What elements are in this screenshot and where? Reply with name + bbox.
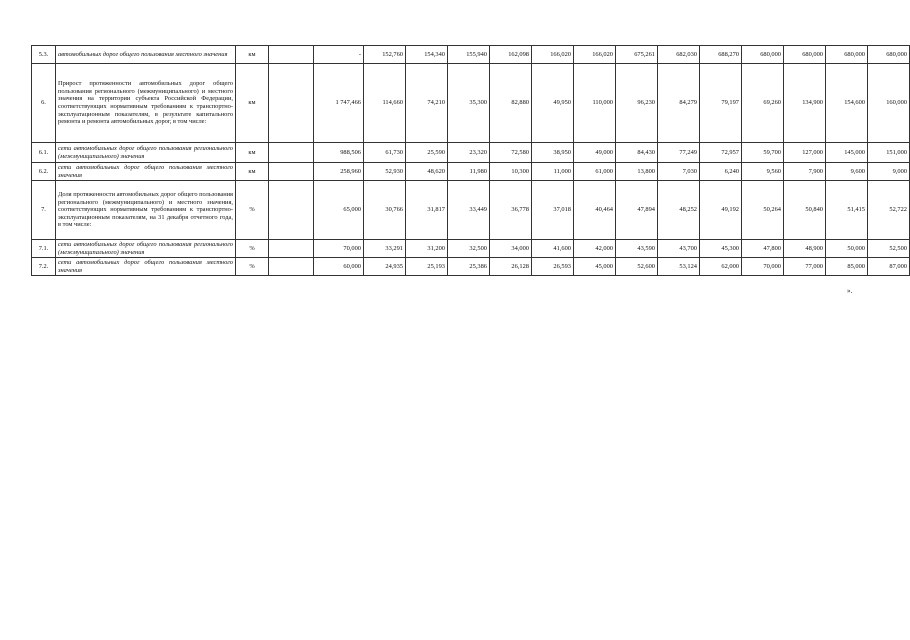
value-cell: 53,124 — [658, 258, 700, 276]
value-cell: 11,980 — [448, 163, 490, 181]
value-cell: 32,500 — [448, 240, 490, 258]
value-cell: 62,000 — [700, 258, 742, 276]
indicator-name: Доля протяженности автомобильных дорог общего пользования регионального (межмуниципального) и местного значения, соответствующих нормативным требованиям к транспортно-эксплуатационным показателям, на 31 декабря отчетного года, в том числе: — [56, 181, 236, 240]
base-value: 60,000 — [314, 258, 364, 276]
value-cell: 87,000 — [868, 258, 910, 276]
value-cell: 166,020 — [532, 46, 574, 64]
row-number: 6. — [32, 64, 56, 143]
value-cell: 6,240 — [700, 163, 742, 181]
indicator-name: сети автомобильных дорог общего пользования регионального (межмуниципального) значения — [56, 143, 236, 163]
value-cell: 45,000 — [574, 258, 616, 276]
value-cell: 48,620 — [406, 163, 448, 181]
value-cell: 52,930 — [364, 163, 406, 181]
empty-cell — [269, 258, 314, 276]
value-cell: 72,957 — [700, 143, 742, 163]
value-cell: 49,950 — [532, 64, 574, 143]
indicator-name: Прирост протяженности автомобильных дорог общего пользования регионального (межмуниципального) и местного значения на территории субъекта Российской Федерации, соответствующих нормативным требованиям к транспортно-эксплуатационным показателям, в результате капитального ремонта и ремонта автомобильных дорог, в том числе: — [56, 64, 236, 143]
value-cell: 688,270 — [700, 46, 742, 64]
table-row — [32, 163, 910, 181]
table-row — [32, 143, 910, 163]
value-cell: 7,030 — [658, 163, 700, 181]
table-row — [32, 258, 910, 276]
unit-cell: км — [236, 143, 269, 163]
table-row — [32, 181, 910, 240]
value-cell: 35,300 — [448, 64, 490, 143]
value-cell: 84,430 — [616, 143, 658, 163]
value-cell: 52,600 — [616, 258, 658, 276]
value-cell: 52,500 — [868, 240, 910, 258]
base-value: 258,960 — [314, 163, 364, 181]
value-cell: 10,300 — [490, 163, 532, 181]
value-cell: 166,020 — [574, 46, 616, 64]
value-cell: 38,950 — [532, 143, 574, 163]
value-cell: 680,000 — [826, 46, 868, 64]
value-cell: 47,800 — [742, 240, 784, 258]
value-cell: 50,264 — [742, 181, 784, 240]
value-cell: 49,000 — [574, 143, 616, 163]
value-cell: 9,560 — [742, 163, 784, 181]
row-number: 7.2. — [32, 258, 56, 276]
value-cell: 42,000 — [574, 240, 616, 258]
value-cell: 162,098 — [490, 46, 532, 64]
value-cell: 680,000 — [868, 46, 910, 64]
base-value: 1 747,466 — [314, 64, 364, 143]
value-cell: 11,000 — [532, 163, 574, 181]
value-cell: 45,300 — [700, 240, 742, 258]
value-cell: 30,766 — [364, 181, 406, 240]
value-cell: 77,249 — [658, 143, 700, 163]
empty-cell — [269, 181, 314, 240]
value-cell: 34,000 — [490, 240, 532, 258]
row-number: 7.1. — [32, 240, 56, 258]
value-cell: 31,817 — [406, 181, 448, 240]
value-cell: 50,000 — [826, 240, 868, 258]
row-number: 6.1. — [32, 143, 56, 163]
value-cell: 7,900 — [784, 163, 826, 181]
indicators-table — [31, 45, 910, 276]
value-cell: 43,700 — [658, 240, 700, 258]
value-cell: 69,260 — [742, 64, 784, 143]
value-cell: 79,197 — [700, 64, 742, 143]
value-cell: 40,464 — [574, 181, 616, 240]
value-cell: 70,000 — [742, 258, 784, 276]
value-cell: 9,600 — [826, 163, 868, 181]
table-row — [32, 64, 910, 143]
value-cell: 24,935 — [364, 258, 406, 276]
indicator-name: автомобильных дорог общего пользования местного значения — [56, 46, 236, 64]
value-cell: 49,192 — [700, 181, 742, 240]
value-cell: 26,593 — [532, 258, 574, 276]
empty-cell — [269, 240, 314, 258]
value-cell: 9,000 — [868, 163, 910, 181]
closing-quote-mark: ». — [847, 287, 853, 295]
indicator-name: сети автомобильных дорог общего пользования местного значения — [56, 258, 236, 276]
base-value: 70,000 — [314, 240, 364, 258]
value-cell: 59,700 — [742, 143, 784, 163]
value-cell: 152,760 — [364, 46, 406, 64]
unit-cell: км — [236, 46, 269, 64]
value-cell: 151,000 — [868, 143, 910, 163]
value-cell: 134,900 — [784, 64, 826, 143]
value-cell: 23,320 — [448, 143, 490, 163]
value-cell: 82,880 — [490, 64, 532, 143]
table-row — [32, 240, 910, 258]
value-cell: 145,000 — [826, 143, 868, 163]
table-row — [32, 46, 910, 64]
value-cell: 61,730 — [364, 143, 406, 163]
value-cell: 25,386 — [448, 258, 490, 276]
value-cell: 96,230 — [616, 64, 658, 143]
value-cell: 48,252 — [658, 181, 700, 240]
empty-cell — [269, 64, 314, 143]
value-cell: 61,000 — [574, 163, 616, 181]
row-number: 7. — [32, 181, 56, 240]
value-cell: 114,660 — [364, 64, 406, 143]
unit-cell: км — [236, 64, 269, 143]
value-cell: 33,291 — [364, 240, 406, 258]
value-cell: 72,580 — [490, 143, 532, 163]
value-cell: 37,018 — [532, 181, 574, 240]
value-cell: 26,128 — [490, 258, 532, 276]
value-cell: 127,000 — [784, 143, 826, 163]
value-cell: 52,722 — [868, 181, 910, 240]
value-cell: 51,415 — [826, 181, 868, 240]
value-cell: 33,449 — [448, 181, 490, 240]
indicator-name: сети автомобильных дорог общего пользования местного значения — [56, 163, 236, 181]
indicator-name: сети автомобильных дорог общего пользования регионального (межмуниципального) значения — [56, 240, 236, 258]
value-cell: 47,894 — [616, 181, 658, 240]
unit-cell: % — [236, 240, 269, 258]
value-cell: 36,778 — [490, 181, 532, 240]
empty-cell — [269, 143, 314, 163]
value-cell: 675,261 — [616, 46, 658, 64]
value-cell: 154,600 — [826, 64, 868, 143]
value-cell: 154,340 — [406, 46, 448, 64]
value-cell: 50,840 — [784, 181, 826, 240]
value-cell: 110,000 — [574, 64, 616, 143]
value-cell: 25,193 — [406, 258, 448, 276]
base-value: 988,506 — [314, 143, 364, 163]
value-cell: 77,000 — [784, 258, 826, 276]
empty-cell — [269, 163, 314, 181]
empty-cell — [269, 46, 314, 64]
unit-cell: % — [236, 258, 269, 276]
unit-cell: км — [236, 163, 269, 181]
value-cell: 41,600 — [532, 240, 574, 258]
unit-cell: % — [236, 181, 269, 240]
value-cell: 155,940 — [448, 46, 490, 64]
base-value: 65,000 — [314, 181, 364, 240]
value-cell: 31,200 — [406, 240, 448, 258]
value-cell: 43,590 — [616, 240, 658, 258]
value-cell: 25,590 — [406, 143, 448, 163]
value-cell: 13,800 — [616, 163, 658, 181]
value-cell: 680,000 — [742, 46, 784, 64]
table-body — [32, 46, 910, 276]
value-cell: 48,900 — [784, 240, 826, 258]
value-cell: 682,030 — [658, 46, 700, 64]
value-cell: 84,279 — [658, 64, 700, 143]
value-cell: 85,000 — [826, 258, 868, 276]
value-cell: 680,000 — [784, 46, 826, 64]
value-cell: 74,210 — [406, 64, 448, 143]
base-value: - — [314, 46, 364, 64]
row-number: 6.2. — [32, 163, 56, 181]
row-number: 5.3. — [32, 46, 56, 64]
value-cell: 160,000 — [868, 64, 910, 143]
